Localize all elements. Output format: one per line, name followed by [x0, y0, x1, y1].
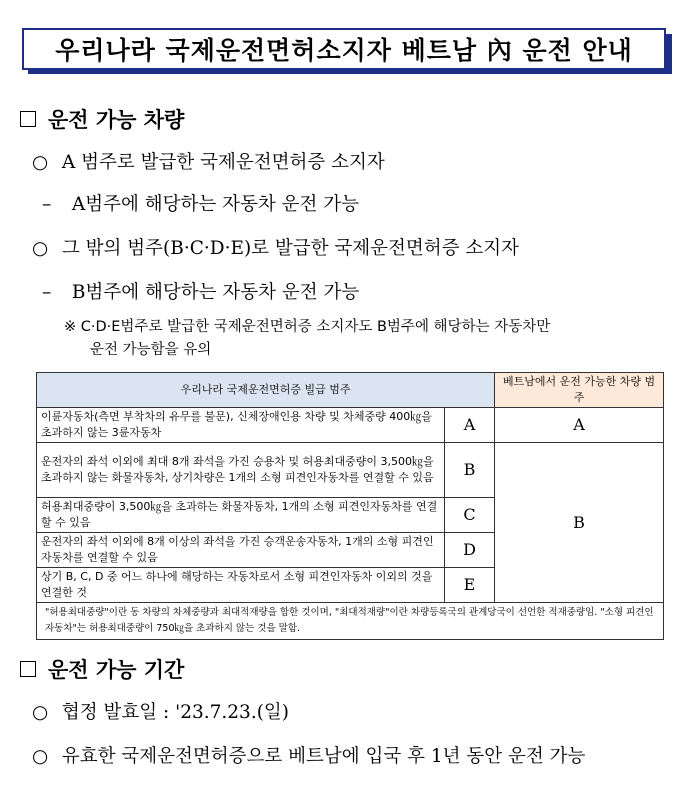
list-item — [32, 148, 385, 174]
note — [64, 316, 550, 362]
row-category: C — [445, 498, 495, 533]
table-header-row — [37, 373, 664, 408]
circle-bullet-icon: ○ — [32, 152, 49, 173]
dash-bullet-icon: – — [42, 194, 52, 215]
sub-item — [42, 190, 359, 216]
page-title: 우리나라 국제운전면허소지자 베트남 內 운전 안내 — [22, 28, 666, 70]
row-description: 운전자의 좌석 이외에 최대 8개 좌석을 가진 승용차 및 허용최대중량이 3,500㎏을 초과하지 않는 화물자동차, 상기차량은 1개의 소형 피견인자동차를 연결할 수 있음 — [37, 443, 445, 498]
note-line-1: ※ C·D·E범주로 발급한 국제운전면허증 소지자도 B범주에 해당하는 자동차만 — [64, 319, 551, 335]
sub-item-text: B범주에 해당하는 자동차 운전 가능 — [71, 282, 360, 303]
list-item-text: 유효한 국제운전면허증으로 베트남에 입국 후 1년 동안 운전 가능 — [61, 746, 586, 767]
header-korea-category: 우리나라 국제운전면허증 빌급 범주 — [37, 373, 495, 408]
row-description: 허용최대중량이 3,500㎏을 초과하는 화물자동차, 1개의 소형 피견인자동차를 연결할 수 있음 — [37, 498, 445, 533]
note-line-2: 운전 가능함을 유의 — [90, 342, 212, 358]
row-category: A — [445, 408, 495, 443]
title-banner — [22, 28, 672, 72]
row-description: 상기 B, C, D 중 어느 하나에 해당하는 자동차로서 소형 피견인자동차 이외의 것을 연결한 것 — [37, 568, 445, 603]
row-category: B — [445, 443, 495, 498]
header-vietnam-category: 베트남에서 운전 가능한 차량 범주 — [495, 373, 664, 408]
circle-bullet-icon: ○ — [32, 702, 49, 723]
vietnam-category-b: B — [495, 443, 664, 603]
square-bullet-icon — [20, 661, 36, 677]
table-footnote: "허용최대중량"이란 동 차량의 차체중량과 최대적재량을 합한 것이며, "최대적재량"이란 차량등록국의 관계당국이 선언한 적재중량임. "소형 피견인자동차"는 허용최대중량이 750㎏을 초과하지 않는 것을 말함. — [37, 603, 664, 640]
list-item — [32, 698, 289, 724]
table-row — [37, 443, 664, 498]
list-item-text: 그 밖의 범주(B·C·D·E)로 발급한 국제운전면허증 소지자 — [61, 238, 520, 259]
section-heading-text: 운전 가능 기간 — [48, 658, 185, 682]
section-heading-vehicles — [20, 104, 184, 134]
vietnam-category-a: A — [495, 408, 664, 443]
square-bullet-icon — [20, 111, 36, 127]
list-item — [32, 234, 519, 260]
circle-bullet-icon: ○ — [32, 746, 49, 767]
sub-item — [42, 278, 359, 304]
license-category-table — [36, 372, 664, 640]
list-item — [32, 742, 585, 768]
section-heading-period — [20, 654, 184, 684]
dash-bullet-icon: – — [42, 282, 52, 303]
row-description: 운전자의 좌석 이외에 8개 이상의 좌석을 가진 승객운송자동차, 1개의 소형 피견인자동차를 연결할 수 있음 — [37, 533, 445, 568]
table-footnote-row — [37, 603, 664, 640]
row-category: E — [445, 568, 495, 603]
table-row — [37, 408, 664, 443]
circle-bullet-icon: ○ — [32, 238, 49, 259]
list-item-text: 협정 발효일 : '23.7.23.(일) — [61, 702, 290, 723]
section-heading-text: 운전 가능 차량 — [48, 108, 185, 132]
sub-item-text: A범주에 해당하는 자동차 운전 가능 — [71, 194, 359, 215]
list-item-text: A 범주로 발급한 국제운전면허증 소지자 — [61, 152, 385, 173]
row-category: D — [445, 533, 495, 568]
row-description: 이륜자동차(측면 부착차의 유무를 불문), 신체장애인용 차량 및 차체중량 400㎏을 초과하지 않는 3륜자동차 — [37, 408, 445, 443]
